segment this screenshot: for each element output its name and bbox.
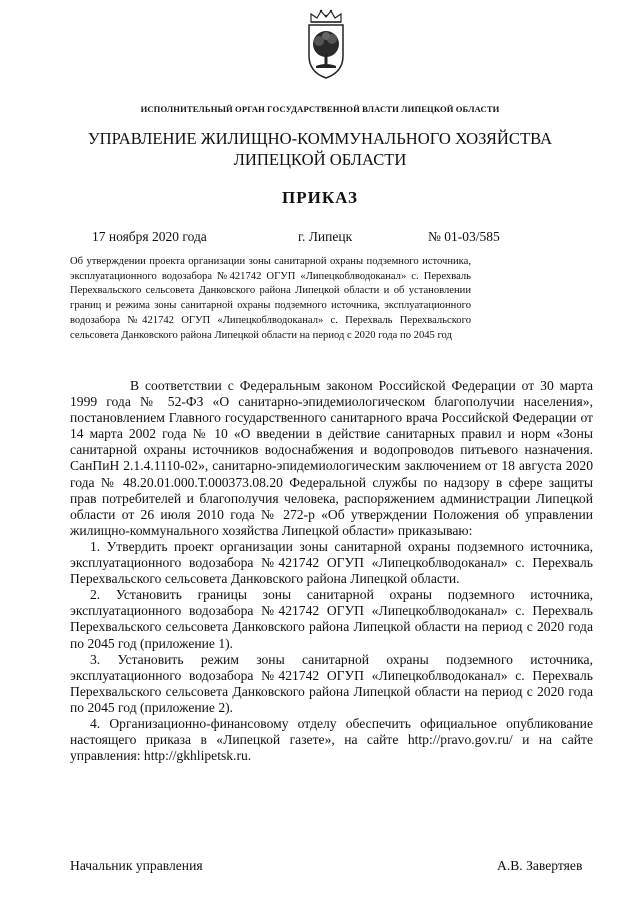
document-number: № 01-03/585	[428, 229, 500, 244]
order-item-4: 4. Организационно-финансовому отделу обеспечить официальное опубликование настоящего приказа в «Липецкой газете», на сайте http://pravo.gov.ru/ и на сайте управления: http://gkhlipetsk.ru.	[70, 715, 593, 764]
document-subject: Об утверждении проекта организации зоны санитарной охраны подземного источника, эксплуатационного водозабора №421742 ОГУП «Липецкоблводоканал» с. Перехваль Перехвальского сельсовета Данковского района Липецкой области и об установлении границ и режима зоны санитарной охраны подземного источника, эксплуатационного водозабора №421742 ОГУП «Липецкоблводоканал» с. Перехваль Перехвальского сельсовета Данковского района Липецкой области на период с 2020 года по 2045 год	[70, 256, 471, 341]
document-date: 17 ноября 2020 года	[92, 229, 207, 244]
organization-name: ИСПОЛНИТЕЛЬНЫЙ ОРГАН ГОСУДАРСТВЕННОЙ ВЛАСТИ ЛИПЕЦКОЙ ОБЛАСТИ	[140, 104, 500, 114]
signatory-name: А.В. Завертяев	[497, 858, 583, 873]
department-name-line-2: ЛИПЕЦКОЙ ОБЛАСТИ	[233, 150, 407, 169]
signatory-position: Начальник управления	[70, 858, 203, 873]
document-type: ПРИКАЗ	[282, 188, 358, 207]
order-item-1: 1. Утвердить проект организации зоны санитарной охраны подземного источника, эксплуатационного водозабора №421742 ОГУП «Липецкоблводоканал» с. Перехваль Перехвальского сельсовета Данковского района Липецкой области.	[70, 538, 593, 587]
department-name-line-1: УПРАВЛЕНИЕ ЖИЛИЩНО-КОММУНАЛЬНОГО ХОЗЯЙСТВА	[87, 129, 553, 148]
department-name	[0, 128, 640, 170]
preamble-paragraph: В соответствии с Федеральным законом Российской Федерации от 30 марта 1999 года № 52-ФЗ «О санитарно-эпидемиологическом благополучии населения», постановлением Главного государственного санитарного врача Российской Федерации от 14 марта 2002 года № 10 «О введении в действие санитарных правил и норм «Зоны санитарной охраны источников водоснабжения и водопроводов питьевого назначения. СанПиН 2.1.4.1110-02», санитарно-эпидемиологическим заключением от 18 августа 2020 года № 48.20.01.000.Т.000373.08.20 Федеральной службы по надзору в сфере защиты прав потребителей и благополучия человека, распоряжением администрации Липецкой области от 26 июля 2010 года № 272-р «Об утверждении Положения об управлении жилищно-коммунального хозяйства Липецкой области» приказываю:	[70, 378, 593, 538]
order-item-3: 3. Установить режим зоны санитарной охраны подземного источника, эксплуатационного водозабора №421742 ОГУП «Липецкоблводоканал» с. Перехваль Перехвальского сельсовета Данковского района Липецкой области на период с 2020 года по 2045 год (приложение 2).	[70, 651, 593, 715]
order-item-2: 2. Установить границы зоны санитарной охраны подземного источника, эксплуатационного водозабора №421742 ОГУП «Липецкоблводоканал» с. Перехваль Перехвальского сельсовета Данковского района Липецкой области на период с 2020 года по 2045 год (приложение 1).	[70, 587, 593, 651]
document-body	[70, 378, 593, 764]
coat-of-arms-icon	[302, 8, 350, 80]
document-place: г. Липецк	[298, 229, 353, 244]
